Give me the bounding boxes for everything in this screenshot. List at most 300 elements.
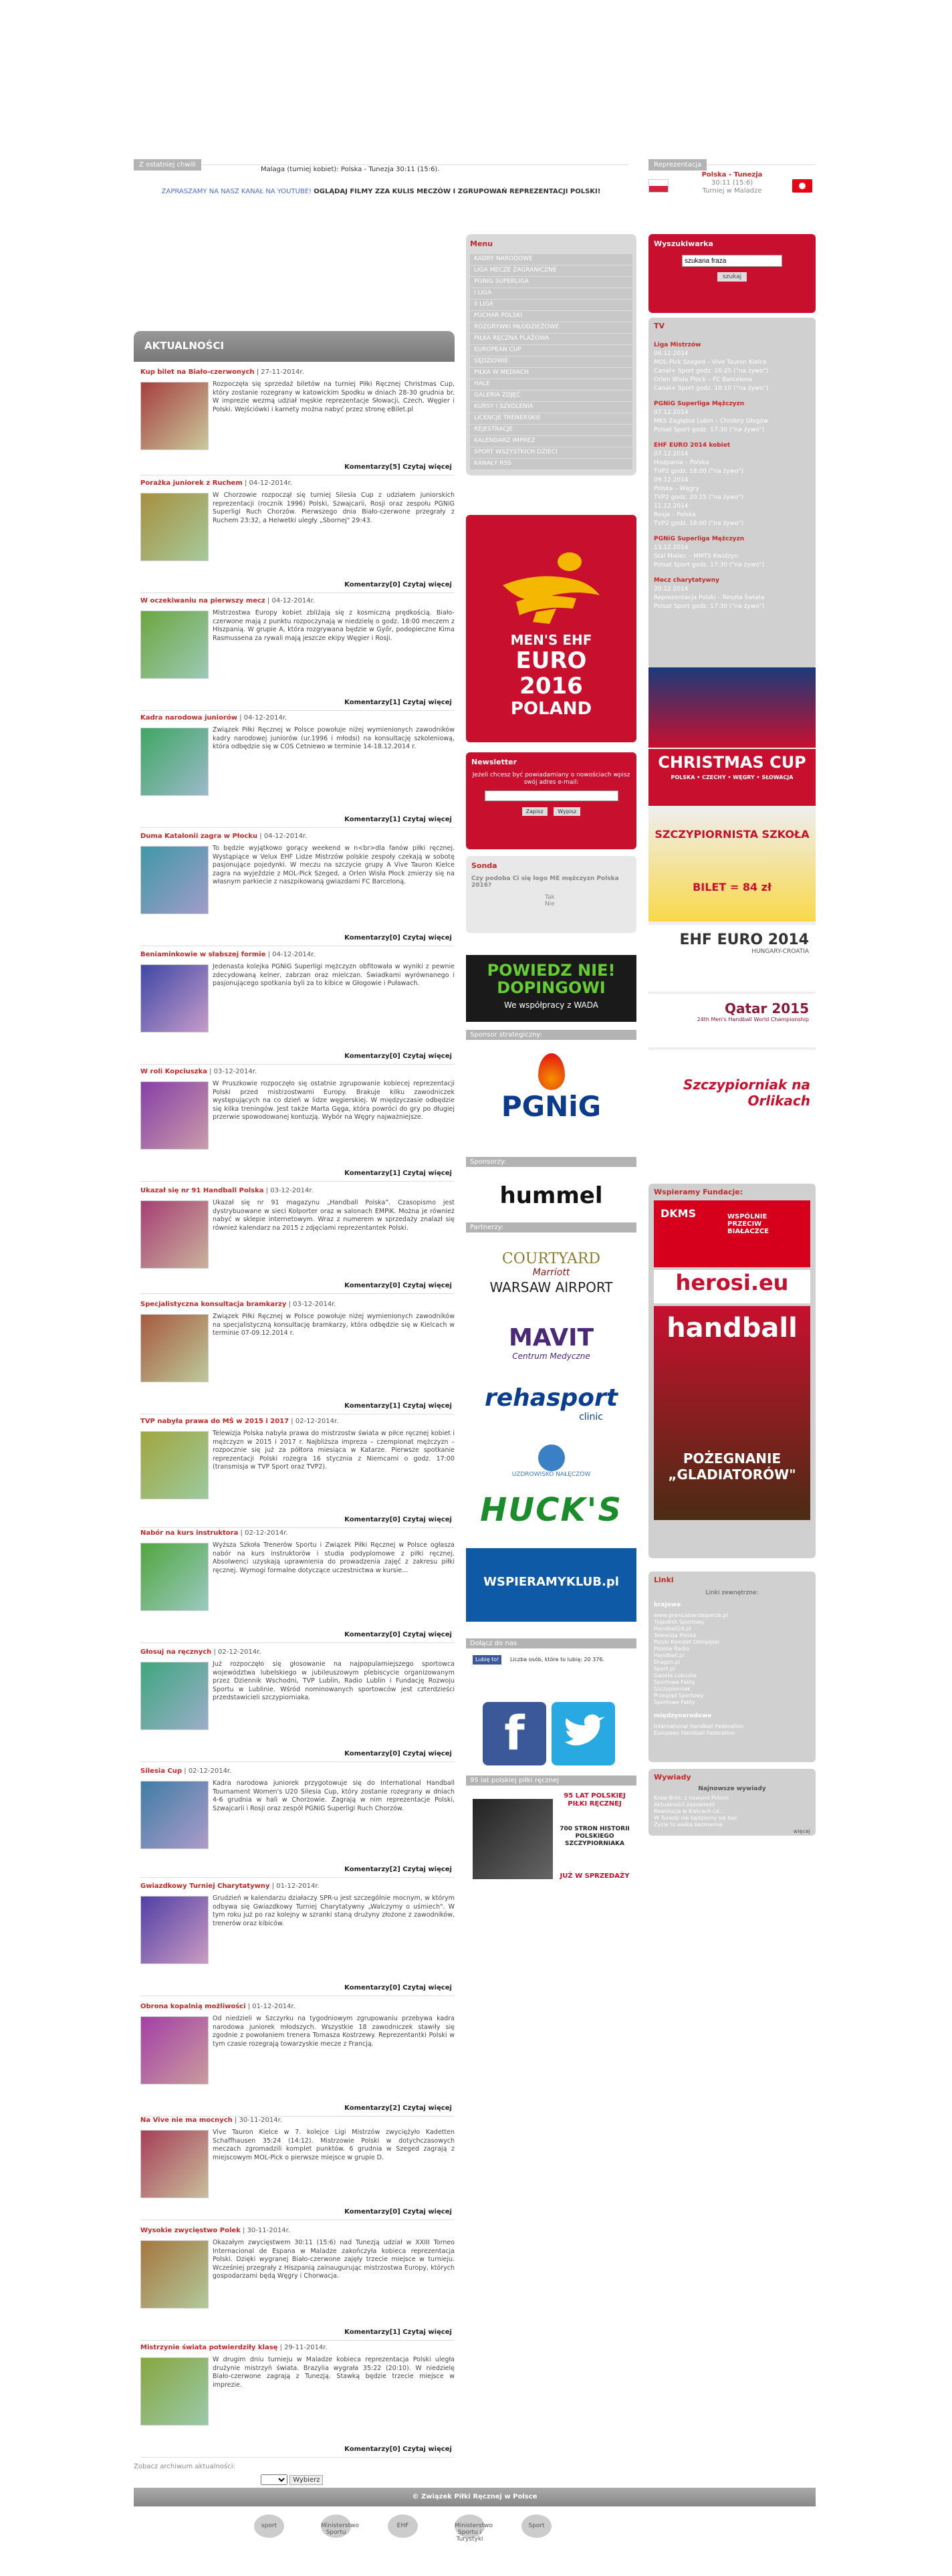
- links-list: [654, 1612, 810, 1706]
- news-thumbnail[interactable]: [140, 1896, 209, 1964]
- news-comments-link[interactable]: Komentarzy[0] Czytaj więcej: [344, 581, 452, 588]
- news-title-link[interactable]: Na Vive nie ma mocnych: [140, 2117, 233, 2124]
- dkms-text: DKMS: [661, 1207, 697, 1220]
- news-title-link[interactable]: Kup bilet na Biało-czerwonych: [140, 368, 255, 376]
- youtube-promo-2[interactable]: OGLĄDAJ FILMY ZZA KULIS MECZÓW I ZGRUPOWAŃ REPREZENTACJI POLSKI!: [314, 188, 601, 195]
- news-thumbnail[interactable]: [140, 382, 209, 450]
- news-date: 02-12-2014r.: [218, 1648, 261, 1656]
- menu-item[interactable]: EUROPEAN CUP: [470, 345, 632, 356]
- wywiady-title: Wywiady: [654, 1773, 691, 1782]
- news-excerpt: Vive Tauron Kielce w 7. kolejce Ligi Mistrzów zwyciężyło Kadetten Schaffhausen 35:24 (14:12). Mistrzowie Polski w dotychczasowych meczach zgromadzili komplet punktów. 6 grudnia w Szeged zagrają z miejscowym MOL-Pick o pierwsze miejsce w grupie D.: [213, 2129, 455, 2161]
- orlik-banner[interactable]: [648, 1050, 816, 1150]
- news-thumbnail[interactable]: [140, 2016, 209, 2084]
- book-banner[interactable]: [473, 1792, 630, 1886]
- news-thumbnail[interactable]: [140, 1781, 209, 1849]
- tv-line: Reprezentacja Polski – Reszta Świata: [654, 595, 765, 601]
- news-title-link[interactable]: W oczekiwaniu na pierwszy mecz: [140, 597, 265, 605]
- news-thumbnail[interactable]: [140, 728, 209, 796]
- news-excerpt: Telewizja Polska nabyła prawa do mistrzostw świata w piłce ręcznej kobiet i mężczyzn w 2015 i 2017 r. Najbliższa impreza – czempionat mężczyzn – rozpocznie się już za półtora miesiąca w Katarze. Pierwsze spotkanie reprezentacji Polski rozegra 16 stycznia z Niemcami o godz. 17:00 (transmisja w TVP Sport oraz TVP2).: [213, 1430, 455, 1471]
- news-thumbnail[interactable]: [140, 964, 209, 1033]
- menu-item[interactable]: LIGA MECZE ZAGRANICZNE: [470, 265, 632, 277]
- menu-item[interactable]: HALE: [470, 379, 632, 391]
- newsletter-title: Newsletter: [471, 758, 517, 766]
- ticker-text[interactable]: Malaga (turniej kobiet): Polska - Tunezja 30:11 (15:6).: [261, 166, 440, 173]
- ehf-2014-banner[interactable]: [648, 925, 816, 992]
- ehf2014-text: EHF EURO 2014: [679, 932, 809, 948]
- menu-item[interactable]: SPORT WSZYSTKICH DZIECI: [470, 447, 632, 459]
- rep-score: 30:11 (15:6): [711, 179, 753, 187]
- news-thumbnail[interactable]: [140, 1431, 209, 1499]
- tv-line: Polsat Sport godz. 17:30 ("na żywo"): [654, 427, 765, 433]
- footer-logo[interactable]: Sport: [521, 2514, 552, 2538]
- archive-select[interactable]: [261, 2474, 287, 2485]
- news-item: [140, 1767, 455, 1878]
- newsletter-unsubscribe-button[interactable]: Wypisz: [554, 807, 580, 816]
- news-title-link[interactable]: Gwiazdkowy Turniej Charytatywny: [140, 1883, 270, 1890]
- links-miedzy: międzynarodowe: [654, 1713, 712, 1719]
- news-title-link[interactable]: Nabór na kurs instruktora: [140, 1529, 239, 1537]
- news-thumbnail[interactable]: [140, 2357, 209, 2426]
- hucks-logo[interactable]: [473, 1491, 630, 1538]
- partners-label: Partnerzy:: [466, 1222, 636, 1232]
- bilet-text: BILET = 84 zł: [693, 881, 771, 893]
- news-title-link[interactable]: Kadra narodowa juniorów: [140, 714, 237, 722]
- handball-text: handball: [667, 1313, 798, 1344]
- tv-line: 09.12.2014: [654, 477, 689, 484]
- news-excerpt: W Pruszkowie rozpoczęło się ostatnie zgrupowanie kobiecej reprezentacji Polski przed mistrzostwami Europy. Brakuje kilku zawodniczek występujących na co dzień w lidze węgierskiej. W międzyczasie odbędzie się kilka treningów. Jest także Marta Gęga, która powróci do gry po długiej przerwie spowodowanej kontuzją. Wybór na Węgry najważniejsze.: [213, 1080, 455, 1121]
- news-thumbnail[interactable]: [140, 1081, 209, 1150]
- news-thumbnail[interactable]: [140, 2130, 209, 2198]
- poll-answer-no[interactable]: Nie: [545, 901, 555, 907]
- menu-item[interactable]: PUCHAR POLSKI: [470, 311, 632, 322]
- news-date: 02-12-2014r.: [245, 1529, 288, 1537]
- news-excerpt: W drugim dniu turnieju w Maladze kobieca reprezentacja Polski uległa drużynie mistrzyń świata. Brazylia wygrała 35:22 (20:10). W niedzielę Biało-czerwone zagrają z Tunezją. Stawką będzie trzecie miejsce w imprezie.: [213, 2356, 455, 2389]
- newsletter-text: Jeżeli chcesz być powiadamiany o nowościach wpisz swój adres e-mail:: [472, 772, 630, 786]
- reprezentacja-box: [648, 159, 816, 206]
- news-thumbnail[interactable]: [140, 1200, 209, 1269]
- news-thumbnail[interactable]: [140, 2240, 209, 2309]
- news-thumbnail[interactable]: [140, 1543, 209, 1611]
- rep-tab: Reprezentacja: [648, 159, 707, 171]
- link-item[interactable]: Tygodnik Sportowy: [654, 1619, 705, 1625]
- interview-item[interactable]: Kraw-Bros: z nowymi Polonii: [654, 1795, 729, 1801]
- tv-line: Polsat Sport godz. 17:30 ("na żywo"): [654, 603, 765, 610]
- link-item[interactable]: Sportowe Fakty: [654, 1699, 695, 1705]
- search-title: Wyszukiwarka: [654, 239, 713, 248]
- link-item[interactable]: Handball24.pl: [654, 1626, 691, 1632]
- link-item[interactable]: European Handball Federation: [654, 1730, 735, 1736]
- tv-line: 07.12.2014: [654, 409, 689, 416]
- news-date: 03-12-2014r.: [213, 1068, 257, 1075]
- archive-button[interactable]: Wybierz: [289, 2475, 323, 2485]
- link-item[interactable]: International Handball Federation: [654, 1723, 744, 1729]
- news-comments-link[interactable]: Komentarzy[1] Czytaj więcej: [344, 2329, 452, 2336]
- news-comments-link[interactable]: Komentarzy[0] Czytaj więcej: [344, 1631, 452, 1638]
- news-excerpt: Rozpoczęła się sprzedaż biletów na turniej Piłki Ręcznej Christmas Cup, który zostanie rozegrany w katowickim Spodku w dniach 28-30 grudnia br. W imprezie wezmą udział męskie reprezentacje Słowacji, Czech, Węgier i Polski. Wejściówki i karnety można nabyć przez stronę eBilet.pl: [213, 381, 455, 413]
- links-title: Linki: [654, 1576, 674, 1584]
- news-heading: TVP nabyła prawa do MŚ w 2015 i 2017 | 02-12-2014r.: [140, 1418, 339, 1425]
- poll-title: Sonda: [471, 861, 497, 870]
- search-button[interactable]: szukaj: [717, 272, 747, 282]
- newsletter: [466, 752, 636, 849]
- news-header: AKTUALNOŚCI: [134, 331, 455, 362]
- news-date: 01-12-2014r.: [276, 1883, 320, 1890]
- book-image: [473, 1799, 553, 1879]
- news-excerpt: Związek Piłki Ręcznej w Polsce powołuje niżej wymienionych zawodników na specjalistyczną konsultację bramkarzy, która odbędzie się w Kielcach w terminie 07-09.12.2014 r.: [213, 1313, 455, 1337]
- ehf-euro-2016-banner[interactable]: [466, 515, 636, 742]
- wywiady-sub: Najnowsze wywiady: [698, 1786, 766, 1792]
- news-excerpt: Jedenasta kolejka PGNiG Superligi mężczyzn obfitowała w wyniki z pewnie zdecydowaną kelner, zabrzan oraz mielczan. Świadkami wyrównanego i pasjonującego spotkania byli za to kibice w Głogowie i Puławach.: [213, 963, 455, 987]
- news-date: 30-11-2014r.: [239, 2117, 282, 2124]
- tv-title: TV: [654, 322, 665, 330]
- mavit-logo[interactable]: [473, 1324, 630, 1361]
- news-comments-link[interactable]: Komentarzy[0] Czytaj więcej: [344, 1984, 452, 1992]
- news-date: 04-12-2014r.: [263, 833, 308, 840]
- dkms-banner[interactable]: [654, 1200, 810, 1267]
- tv-line: Canal+ Sport godz. 18:10 ("na żywo"): [654, 385, 769, 392]
- news-date: 02-12-2014r.: [295, 1418, 339, 1425]
- facebook-icon[interactable]: f: [483, 1702, 546, 1765]
- uzdrowisko-logo[interactable]: [473, 1444, 630, 1478]
- ehf-l3: 2016: [519, 673, 583, 700]
- interview-item[interactable]: W Tunezji nie będziemy się bać: [654, 1815, 737, 1821]
- gladiatorow-text: POŻEGNANIE „GLADIATORÓW": [668, 1451, 796, 1483]
- news-thumbnail[interactable]: [140, 611, 209, 679]
- wada-text: We współpracy z WADA: [504, 1000, 598, 1010]
- tv-section-title: PGNiG Superliga Mężczyzn: [654, 536, 745, 542]
- dkms-sub: WSPÓLNIE PRZECIW BIAŁACZCE: [727, 1213, 769, 1235]
- book-now: JUŻ W SPRZEDAŻY: [560, 1872, 630, 1880]
- news-item: [140, 2227, 455, 2341]
- interview-item[interactable]: Rewolucja w Kielcach cd...: [654, 1808, 725, 1814]
- menu-item[interactable]: KANAŁY RSS: [470, 459, 632, 470]
- news-heading: Beniaminkowie w słabszej formie | 04-12-2014r.: [140, 951, 316, 958]
- news-item: [140, 833, 455, 946]
- newsletter-email-input[interactable]: [485, 790, 618, 801]
- link-item[interactable]: www.granicabandaiperze.pl: [654, 1612, 728, 1618]
- menu-item[interactable]: KALENDARZ IMPREZ: [470, 436, 632, 447]
- news-item: [140, 1883, 455, 1996]
- christmas-cup-banner[interactable]: [648, 749, 816, 806]
- menu-item[interactable]: PGNIG SUPERLIGA: [470, 277, 632, 288]
- rehasport-logo[interactable]: [473, 1384, 630, 1422]
- links-box: [648, 1572, 816, 1762]
- news-excerpt: Mistrzostwa Europy kobiet zbliżają się z kosmiczną prędkością. Biało-czerwone mają z punktu rozpoczynają w niedzielę o godz. 18:00 meczem z Hiszpanią. W grupie A, która rozgrywana będzie w Győr, podopieczne Kima Rasmussena za rywali mają jeszcze ekipy Węgier i Rosji.: [213, 609, 455, 642]
- menu-item[interactable]: KADRY NARODOWE: [470, 254, 632, 265]
- news-heading: Specjalistyczna konsultacja bramkarzy | 03-12-2014r.: [140, 1301, 336, 1308]
- news-excerpt: To będzie wyjątkowo gorący weekend w n<br>dla fanów piłki ręcznej. Wystąpiące w Velux EHF Lidze Mistrzów polskie zespoły czekają w sobotę pasjonujące pojedynki. W meczu na szczycie grupy A Vive Tauron Kielce zagra na wyjeździe z MOL-Pick Szeged, a Orlen Wisła Płock zmierzy się na własnym parkiecie z naszpikowaną gwiazdami FC Barceloną.: [213, 845, 455, 885]
- news-heading: W oczekiwaniu na pierwszy mecz | 04-12-2014r.: [140, 597, 315, 605]
- news-excerpt: Wyższa Szkoła Trenerów Sportu i Związek Piłki Ręcznej w Polsce ogłasza nabór na kurs instruktorów i studia podyplomowe z piłki ręcznej. Absolwenci uzyskają uprawnienia do prowadzenia zajęć z zakresu piłki ręcznej. Wymogi formalne dotyczące uczestnictwa w kursie...: [213, 1541, 455, 1574]
- news-title-link[interactable]: Mistrzynie świata potwierdziły klasę: [140, 2344, 278, 2351]
- poll-answer-yes[interactable]: Tak: [545, 894, 555, 901]
- strategic-label: Sponsor strategiczny:: [466, 1030, 636, 1040]
- menu-item[interactable]: I LIGA: [470, 288, 632, 300]
- news-item: [140, 479, 455, 593]
- tv-section-title: PGNiG Superliga Mężczyzn: [654, 401, 745, 407]
- news-comments-link[interactable]: Komentarzy[0] Czytaj więcej: [344, 2446, 452, 2453]
- hucks-text: HUCK'S: [480, 1491, 622, 1529]
- water-icon: [538, 1444, 565, 1471]
- tv-line: MOL-Pick Szeged – Vive Tauron Kielce: [654, 359, 767, 366]
- links-krajowe: krajowe: [654, 1602, 681, 1608]
- menu-title: Menu: [470, 239, 493, 248]
- search-input[interactable]: [682, 255, 782, 267]
- footer-logos: [254, 2511, 602, 2545]
- menu-item[interactable]: LICENCJE TRENERSKIE: [470, 413, 632, 425]
- tv-line: 13.12.2014: [654, 544, 689, 551]
- news-title-link[interactable]: Silesia Cup: [140, 1767, 183, 1775]
- tv-line: Polska – Węgry: [654, 486, 699, 492]
- ehf-l2: EURO: [515, 647, 587, 674]
- youtube-promo-1[interactable]: ZAPRASZAMY NA NASZ KANAŁ NA YOUTUBE!: [161, 188, 312, 195]
- christmas-text: CHRISTMAS CUP: [658, 753, 806, 772]
- book-title: 95 LAT POLSKIEJ PIŁKI RĘCZNEJ: [564, 1792, 626, 1808]
- menu-item[interactable]: PIŁKA RĘCZNA PLAŻOWA: [470, 334, 632, 345]
- footer-logo[interactable]: Ministerstwo Sportu: [321, 2514, 351, 2538]
- herosi-banner[interactable]: herosi.eu: [654, 1270, 810, 1303]
- news-comments-link[interactable]: Komentarzy[0] Czytaj więcej: [344, 2208, 452, 2216]
- tv-line: Canal+ Sport godz. 16:25 ("na żywo"): [654, 368, 769, 374]
- fundacje-box: [648, 1184, 816, 1558]
- rep-event: Turniej w Maladze: [702, 187, 762, 195]
- youtube-promo[interactable]: [134, 187, 628, 197]
- tv-line: Stal Mielec – MMTS Kwidzyn: [654, 553, 738, 560]
- news-comments-link[interactable]: Komentarzy[2] Czytaj więcej: [344, 1866, 452, 1873]
- news-comments-link[interactable]: Komentarzy[5] Czytaj więcej: [344, 463, 452, 471]
- news-date: 04-12-2014r.: [271, 597, 315, 605]
- warsaw-text: WARSAW AIRPORT: [489, 1279, 613, 1295]
- news-title-link[interactable]: Beniaminkowie w słabszej formie: [140, 951, 266, 958]
- links-sub: Linki zewnętrzne:: [705, 1590, 759, 1596]
- szkola-banner[interactable]: [648, 808, 816, 922]
- news-comments-link[interactable]: Komentarzy[0] Czytaj więcej: [344, 1282, 452, 1289]
- tv-line: 11.12.2014: [654, 503, 689, 510]
- news-title-link[interactable]: TVP nabyła prawa do MŚ w 2015 i 2017: [140, 1418, 289, 1425]
- footer-logo[interactable]: Ministerstwo Sportu i Turystyki: [455, 2514, 485, 2538]
- twitter-icon[interactable]: [552, 1702, 615, 1765]
- news-heading: Gwiazdkowy Turniej Charytatywny | 01-12-2014r.: [140, 1883, 320, 1890]
- fb-like-button[interactable]: Lubię to!: [473, 1655, 501, 1665]
- qatar-sub: 24th Men's Handball World Championship: [697, 1016, 809, 1023]
- news-item: [140, 951, 455, 1065]
- footer-logo[interactable]: sport: [254, 2514, 284, 2538]
- news-item: [140, 2344, 455, 2458]
- news-date: 04-12-2014r.: [272, 951, 316, 958]
- rep-match-info[interactable]: [679, 171, 786, 195]
- news-date: 02-12-2014r.: [188, 1767, 232, 1775]
- news-date: 29-11-2014r.: [284, 2344, 328, 2351]
- news-heading: W roli Kopciuszka | 03-12-2014r.: [140, 1068, 257, 1075]
- poland-flag-icon: [648, 179, 669, 193]
- tv-schedule: [648, 341, 816, 611]
- link-item[interactable]: Gazeta Lubuska: [654, 1673, 697, 1679]
- menu-item[interactable]: GALERIA ZDJĘĆ: [470, 391, 632, 402]
- link-item[interactable]: Polskie Radio: [654, 1646, 689, 1652]
- news-date: 01-12-2014r.: [252, 2003, 295, 2010]
- poll: [466, 856, 636, 933]
- news-comments-link[interactable]: Komentarzy[2] Czytaj więcej: [344, 2105, 452, 2112]
- news-title-link[interactable]: Obrona kopalnią możliwości: [140, 2003, 246, 2010]
- news-comments-link[interactable]: Komentarzy[0] Czytaj więcej: [344, 1053, 452, 1060]
- tv-line: 06.12.2014: [654, 350, 689, 357]
- qatar-banner[interactable]: [648, 994, 816, 1047]
- news-title-link[interactable]: W roli Kopciuszka: [140, 1068, 207, 1075]
- flame-icon: [538, 1053, 565, 1090]
- news-excerpt: Grudzień w kalendarzu działaczy SPR-u jest szczególnie mocnym, w którym odbywa się Gwiazdkowy Turniej Charytatywny „Walczymy o uśmiech". W tym roku już po raz kolejny w szranki staną drużyny złożone z zawodników, trenerów oraz kibiców.: [213, 1895, 455, 1927]
- interview-item[interactable]: Życie to walka bezmarnie: [654, 1822, 723, 1828]
- mavit-text: MAVIT: [508, 1324, 594, 1352]
- ehf-l4: POLAND: [510, 699, 592, 719]
- news-title-link[interactable]: Głosuj na ręcznych: [140, 1648, 212, 1656]
- tv-line: Hiszpania – Polska: [654, 459, 709, 466]
- hummel-logo[interactable]: hummel: [499, 1182, 603, 1209]
- news-heading: Ukazał się nr 91 Handball Polska | 03-12-2014r.: [140, 1187, 314, 1194]
- news-comments-link[interactable]: Komentarzy[0] Czytaj więcej: [344, 1750, 452, 1757]
- book-label: 95 lat polskiej piłki ręcznej: [466, 1776, 636, 1786]
- wspieramy-banner[interactable]: WSPIERAMYKLUB.pl: [466, 1548, 636, 1622]
- mavit-sub: Centrum Medyczne: [512, 1352, 590, 1361]
- menu-item[interactable]: KURSY I SZKOLENIA: [470, 402, 632, 413]
- ehf-text: [466, 632, 636, 719]
- news-title-link[interactable]: Wysokie zwycięstwo Polek: [140, 2227, 241, 2234]
- news-comments-link[interactable]: Komentarzy[1] Czytaj więcej: [344, 1402, 452, 1410]
- link-item[interactable]: Przegląd Sportowy: [654, 1693, 704, 1699]
- link-item[interactable]: Dragon.pl: [654, 1659, 681, 1665]
- handball-magazine-banner[interactable]: [654, 1306, 810, 1520]
- news-excerpt: W Chorzowie rozpoczął się turniej Silesia Cup z udziałem juniorskich reprezentacji (rocznik 1996) Polski, Szwajcarii, Rosji oraz zespołu PGNiG Superligi Ruch Chorzów. Pierwszego dnia Biało-czerwone przegrały z Ruchem 23:32, a Helwetki uległy „Sbornej" 29:43.: [213, 492, 455, 524]
- news-item: [140, 1068, 455, 1182]
- christmas-sub: POLSKA • CZECHY • WĘGRY • SŁOWACJA: [671, 774, 794, 780]
- tv-box: [648, 318, 816, 669]
- news-item: [140, 1187, 455, 1294]
- news-heading: Obrona kopalnią możliwości | 01-12-2014r.: [140, 2003, 295, 2010]
- search-box: [648, 234, 816, 313]
- news-date: 03-12-2014r.: [270, 1187, 314, 1194]
- dopingowi-banner[interactable]: [466, 955, 636, 1022]
- news-thumbnail[interactable]: [140, 846, 209, 914]
- news-title-link[interactable]: Ukazał się nr 91 Handball Polska: [140, 1187, 264, 1194]
- news-comments-link[interactable]: Komentarzy[0] Czytaj więcej: [344, 1516, 452, 1523]
- news-excerpt: Związek Piłki Ręcznej w Polsce powołuje niżej wymienionych zawodników kadry narodowej juniorów (ur.1996 i młodsi) na konsultację szkoleniową, która odbędzie się w COS Cetniewo w terminie 14-18.12.2014 r.: [213, 726, 455, 750]
- menu-item[interactable]: SĘDZIOWIE: [470, 356, 632, 368]
- news-heading: Kup bilet na Biało-czerwonych | 27-11-2014r.: [140, 368, 304, 376]
- fb-count: Liczba osób, które to lubią: 20 376.: [509, 1656, 604, 1662]
- footer-logo[interactable]: EHF: [388, 2514, 418, 2538]
- tv-section-title: Liga Mistrzów: [654, 342, 701, 348]
- dopingowi-text: POWIEDZ NIE! DOPINGOWI: [487, 961, 616, 997]
- pgnig-text: PGNiG: [501, 1090, 602, 1123]
- news-comments-link[interactable]: Komentarzy[1] Czytaj więcej: [344, 816, 452, 823]
- news-title-link[interactable]: Specjalistyczna konsultacja bramkarzy: [140, 1301, 287, 1308]
- link-item[interactable]: Telewizja Polska: [654, 1632, 697, 1638]
- news-thumbnail[interactable]: [140, 1314, 209, 1382]
- rep-match[interactable]: Polska - Tunezja: [701, 171, 763, 179]
- link-item[interactable]: Szczypiorniak: [654, 1686, 691, 1692]
- fb-label: Dołącz do nas: [466, 1638, 636, 1648]
- news-comments-link[interactable]: Komentarzy[1] Czytaj więcej: [344, 699, 452, 706]
- news-excerpt: Od niedzieli w Szczyrku na tygodniowym zgrupowaniu przebywa kadra narodowa juniorek młodszych. Wszystkie 18 zawodniczek stawiły się zgodnie z powołaniem trenera Tomasza Kostrzewy. Reprezentantki Polski w tym czasie rozegrają towarzyskie mecze z Francją.: [213, 2015, 455, 2048]
- tv-line: Orlen Wisła Płock – FC Barcelona: [654, 377, 753, 383]
- news-heading: Głosuj na ręcznych | 02-12-2014r.: [140, 1648, 261, 1656]
- tv-line: Polsat Sport godz. 17:30 ("na żywo"): [654, 562, 765, 568]
- news-heading: Silesia Cup | 02-12-2014r.: [140, 1767, 232, 1775]
- news-item: [140, 2117, 455, 2220]
- fundacje-title: Wspieramy Fundacje:: [654, 1188, 743, 1196]
- news-heading: Na Vive nie ma mocnych | 30-11-2014r.: [140, 2117, 282, 2124]
- uzdrowisko-text: UZDROWISKO NAŁĘCZÓW: [511, 1471, 591, 1478]
- link-item[interactable]: Sportowe Fakty: [654, 1679, 695, 1685]
- poll-question: Czy podoba Ci się logo ME mężczyzn Polska 2016?: [471, 875, 619, 889]
- link-item[interactable]: Handball.pl: [654, 1652, 685, 1658]
- news-title-link[interactable]: Duma Katalonii zagra w Płocku: [140, 833, 258, 840]
- news-thumbnail[interactable]: [140, 493, 209, 561]
- news-item: [140, 597, 455, 711]
- courtyard-logo[interactable]: [473, 1251, 630, 1295]
- book-sub: 700 STRON HISTORII POLSKIEGO SZCZYPIORNIAKA: [560, 1826, 630, 1847]
- menu-item[interactable]: II LIGA: [470, 300, 632, 311]
- pgnig-logo[interactable]: [473, 1053, 630, 1123]
- menu-item[interactable]: PIŁKA W MEDIACH: [470, 368, 632, 379]
- footer: © Związek Piłki Ręcznej w Polsce: [134, 2488, 816, 2506]
- news-item: [140, 1648, 455, 1762]
- wywiady-list: [654, 1795, 810, 1828]
- menu-item[interactable]: REJESTRACJE: [470, 425, 632, 436]
- tv-line: TVP2 godz. 18:00 ("na żywo"): [654, 468, 744, 475]
- tv-section-title: EHF EURO 2014 kobiet: [654, 442, 731, 449]
- link-item[interactable]: Sport.pl: [654, 1666, 675, 1672]
- reha-sub: clinic: [579, 1412, 603, 1422]
- wywiady-box: [648, 1769, 816, 1836]
- news-heading: Mistrzynie świata potwierdziły klasę | 29-11-2014r.: [140, 2344, 328, 2351]
- news-heading: Duma Katalonii zagra w Płocku | 04-12-2014r.: [140, 833, 308, 840]
- news-excerpt: Kadra narodowa juniorek przygotowuje się do International Handball Tournament Women's U20 Silesia Cup, który zostanie rozegrany w dniach 4-6 grudnia w hali w Chorzowie. Zagrają w nim reprezentacje Polski, Szwajcarii i Rosji oraz zespół PGNiG Superligi Ruch Chorzów.: [213, 1780, 455, 1812]
- ehf2014-sub: HUNGARY-CROATIA: [751, 948, 809, 955]
- wywiady-more-link[interactable]: więcej: [793, 1828, 810, 1834]
- news-item: [140, 714, 455, 828]
- interview-item[interactable]: Aktualności zapowiedź: [654, 1802, 715, 1808]
- fb-box: [473, 1655, 630, 1665]
- news-date: 27-11-2014r.: [261, 368, 304, 376]
- news-excerpt: Już rozpoczęło się głosowanie na najpopularniejszego sportowca województwa lubelskiego w jubileuszowym plebiscycie organizowanym przez Dziennik Wschodni, TVP Lublin, Radio Lublin i Fundację Rozwoju Sportu w Lublinie. Wśród nominowanych sportowców jest czterdzieści przedstawicieli szczypiorniaka.: [213, 1660, 455, 1701]
- tv-line: TVP2 godz. 18:00 ("na żywo"): [654, 520, 744, 527]
- news-item: [140, 1529, 455, 1643]
- menu-item[interactable]: ROZGRYWKI MŁODZIEŻOWE: [470, 322, 632, 334]
- tv-section-title: Mecz charytatywny: [654, 577, 720, 584]
- archive-label: Zobacz archiwum aktualności:: [134, 2463, 235, 2470]
- news-comments-link[interactable]: Komentarzy[0] Czytaj więcej: [344, 934, 452, 942]
- ehf-logo-icon: [496, 545, 606, 625]
- news-item: [140, 368, 455, 475]
- ehf-l1: MEN'S EHF: [510, 632, 592, 648]
- news-title-link[interactable]: Porażka juniorek z Ruchem: [140, 479, 243, 487]
- newsletter-subscribe-button[interactable]: Zapisz: [522, 807, 548, 816]
- tv-line: 20.12.2014: [654, 586, 689, 593]
- links-list-international: [654, 1723, 810, 1737]
- news-comments-link[interactable]: Komentarzy[1] Czytaj więcej: [344, 1170, 452, 1177]
- reha-text: rehasport: [485, 1384, 618, 1412]
- news-date: 04-12-2014r.: [243, 714, 287, 722]
- orlik-text: Szczypiorniak na Orlikach: [683, 1077, 810, 1109]
- pgnig-players-banner[interactable]: [648, 667, 816, 748]
- news-date: 30-11-2014r.: [247, 2227, 291, 2234]
- szkola-text: SZCZYPIORNISTA SZKOŁA: [654, 828, 810, 841]
- news-thumbnail[interactable]: [140, 1662, 209, 1730]
- news-heading: Porażka juniorek z Ruchem | 04-12-2014r.: [140, 479, 292, 487]
- banner-rotator[interactable]: [648, 667, 816, 1069]
- link-item[interactable]: Polski Komitet Olimpijski: [654, 1639, 719, 1645]
- latest-tab: Z ostatniej chwili: [134, 159, 201, 171]
